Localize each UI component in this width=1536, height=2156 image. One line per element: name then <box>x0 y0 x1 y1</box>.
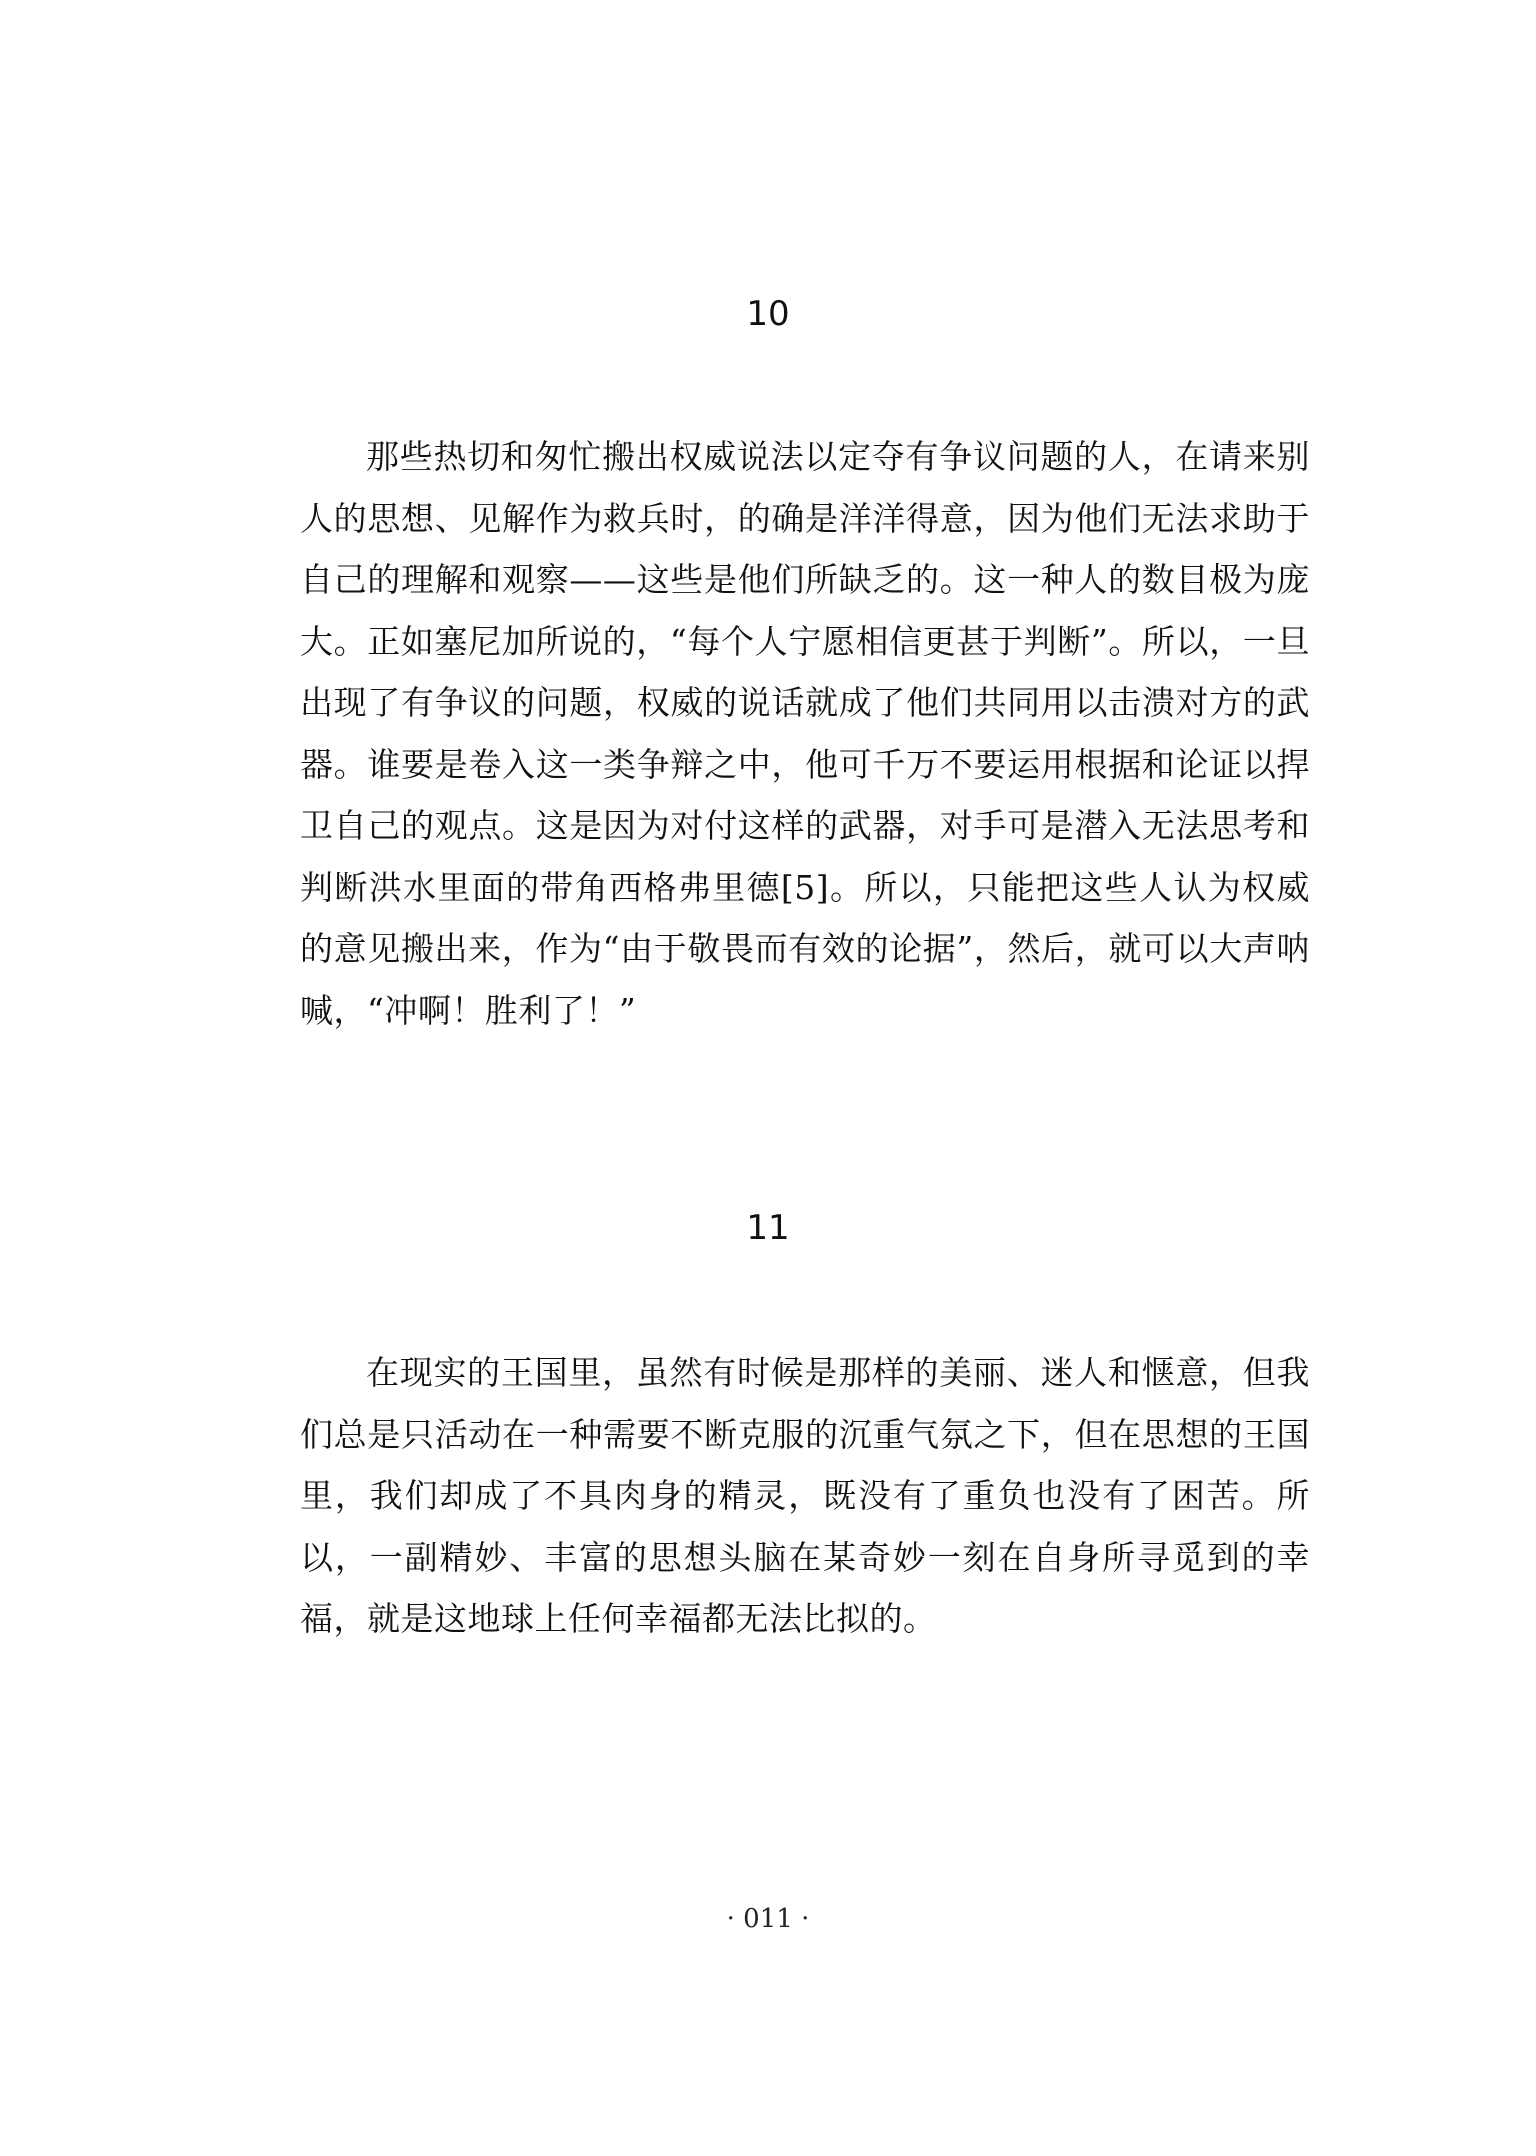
section-number-10: 10 <box>746 294 790 334</box>
page-number: · 011 · <box>726 1904 810 1934</box>
section-number-11: 11 <box>746 1208 790 1248</box>
section-11-paragraph: 在现实的王国里，虽然有时候是那样的美丽、迷人和惬意，但我们总是只活动在一种需要不断克服的沉重气氛之下，但在思想的王国里，我们却成了不具肉身的精灵，既没有了重负也没有了困苦。所以，一副精妙、丰富的思想头脑在某奇妙一刻在自身所寻觅到的幸福，就是这地球上任何幸福都无法比拟的。 <box>300 1353 1310 1638</box>
section-10-paragraph: 那些热切和匆忙搬出权威说法以定夺有争议问题的人，在请来别人的思想、见解作为救兵时，的确是洋洋得意，因为他们无法求助于自己的理解和观察——这些是他们所缺乏的。这一种人的数目极为庞大。正如塞尼加所说的，“每个人宁愿相信更甚于判断”。所以，一旦出现了有争议的问题，权威的说话就成了他们共同用以击溃对方的武器。谁要是卷入这一类争辩之中，他可千万不要运用根据和论证以捍卫自己的观点。这是因为对付这样的武器，对手可是潜入无法思考和判断洪水里面的带角西格弗里德[5]。所以，只能把这些人认为权威的意见搬出来，作为“由于敬畏而有效的论据”，然后，就可以大声呐喊，“冲啊！胜利了！” <box>300 437 1310 1030</box>
